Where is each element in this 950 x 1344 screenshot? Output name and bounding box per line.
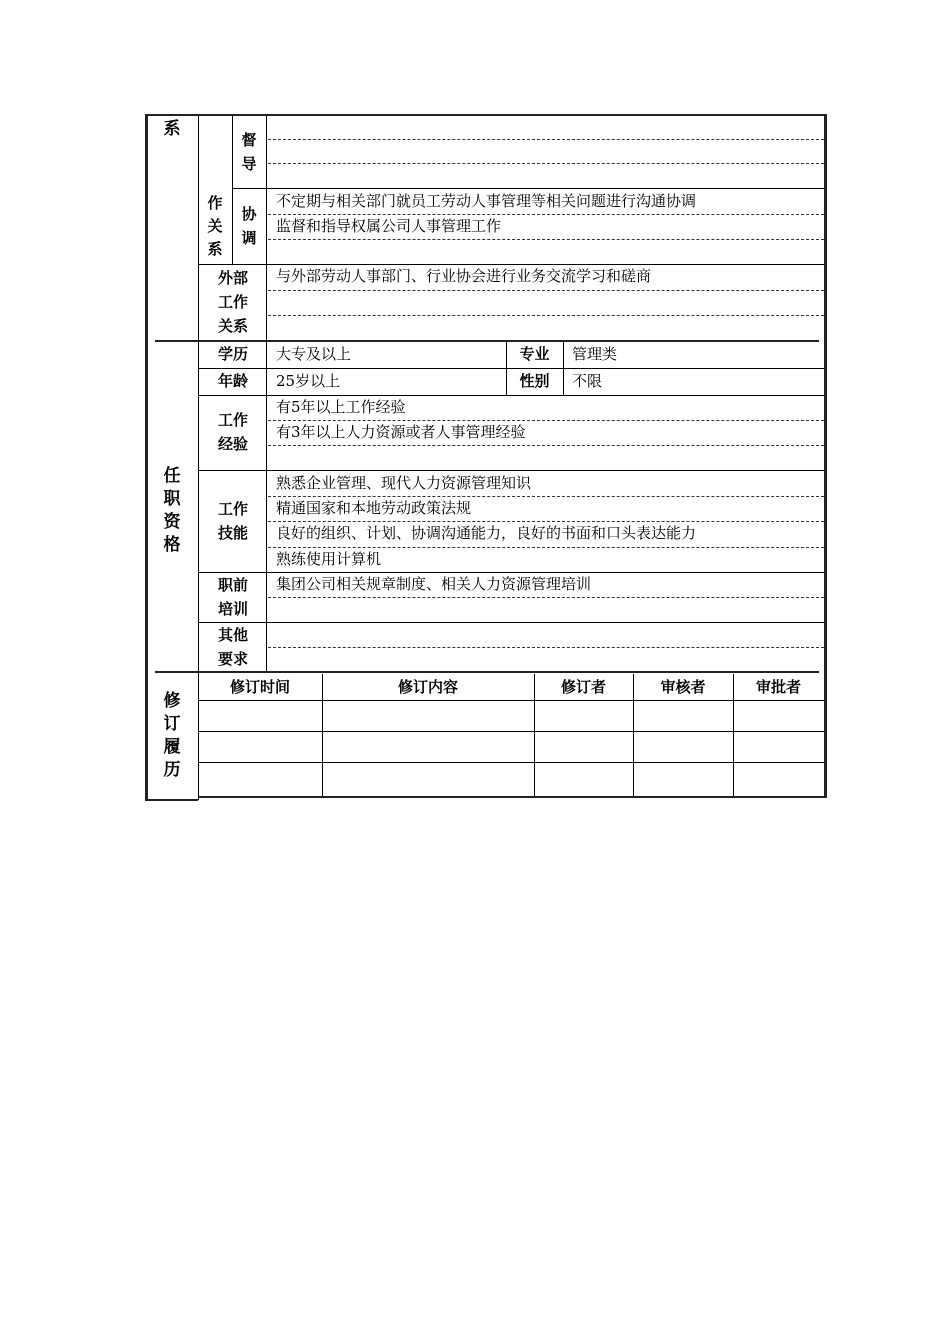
coordinate-line-1: 不定期与相关部门就员工劳动人事管理等相关问题进行沟通协调 [276,192,697,210]
skills-label-2: 技能 [217,524,248,542]
major-value: 管理类 [572,345,618,363]
other-label-2: 要求 [217,650,248,668]
gender-label: 性别 [519,372,550,390]
skills-line-2: 精通国家和本地劳动政策法规 [276,499,472,517]
side-label-revision: 修订履历 [163,691,181,780]
side-bottom-border [148,799,198,801]
external-label-3: 关系 [217,317,248,335]
coordinate-rule-2 [268,239,824,240]
experience-rule-2 [268,445,824,446]
experience-label-1: 工作 [217,411,248,429]
experience-line-2: 有3年以上人力资源或者人事管理经验 [276,423,526,441]
gender-value: 不限 [572,372,603,390]
section-divider-2 [155,671,819,673]
rev-header-content: 修订内容 [397,678,458,696]
side-label-relations: 系 [163,119,181,139]
training-line-1: 集团公司相关规章制度、相关人力资源管理培训 [276,575,592,593]
rev-cell-r3-c1[interactable] [199,763,322,795]
rev-cell-r1-c1[interactable] [199,701,322,731]
rev-cell-r1-c2[interactable] [323,701,534,731]
relations-content-divider [266,116,267,341]
internal-relations-label: 作关系 [207,194,223,258]
experience-label-2: 经验 [217,435,248,453]
training-label-1: 职前 [217,576,248,594]
supervise-label: 督导 [241,131,257,173]
rev-cell-r2-c1[interactable] [199,732,322,762]
side-label-qualifications: 任职资格 [163,466,181,555]
external-line-1: 与外部劳动人事部门、行业协会进行业务交流学习和磋商 [276,267,652,285]
supervise-line-2 [268,163,824,164]
skills-line-4: 熟练使用计算机 [276,550,382,568]
training-bottom-rule [198,622,824,623]
training-label-2: 培训 [217,600,248,618]
rev-cell-r2-c2[interactable] [323,732,534,762]
table-left-border [145,114,148,801]
external-rule-1 [268,290,824,291]
table-top-border [145,114,827,116]
training-rule-1 [268,597,824,598]
table-right-border [824,114,827,798]
coordinate-line-2: 监督和指导权属公司人事管理工作 [276,217,502,235]
table-bottom-border [198,796,827,798]
education-label: 学历 [217,345,248,363]
rev-header-reviewer: 审核者 [660,678,706,696]
experience-line-1: 有5年以上工作经验 [276,398,406,416]
external-rule-2 [268,315,824,316]
other-label-1: 其他 [217,626,248,644]
age-value: 25岁以上 [276,372,341,390]
coordinate-label: 协调 [241,205,257,247]
rev-cell-r3-c2[interactable] [323,763,534,795]
other-rule-1 [268,647,824,648]
rev-header-time: 修订时间 [229,678,290,696]
major-divider-right [563,342,564,396]
education-value: 大专及以上 [276,345,352,363]
rev-header-approver: 审批者 [755,678,801,696]
supervise-line-1 [268,139,824,140]
skills-line-3: 良好的组织、计划、协调沟通能力，良好的书面和口头表达能力 [276,524,697,542]
relations-subcol-divider [232,116,233,264]
rev-header-reviser: 修订者 [560,678,606,696]
skills-label-1: 工作 [217,500,248,518]
age-label: 年龄 [217,372,248,390]
external-label-2: 工作 [217,293,248,311]
skills-line-1: 熟悉企业管理、现代人力资源管理知识 [276,474,532,492]
external-label-1: 外部 [217,269,248,287]
major-label: 专业 [519,345,550,363]
